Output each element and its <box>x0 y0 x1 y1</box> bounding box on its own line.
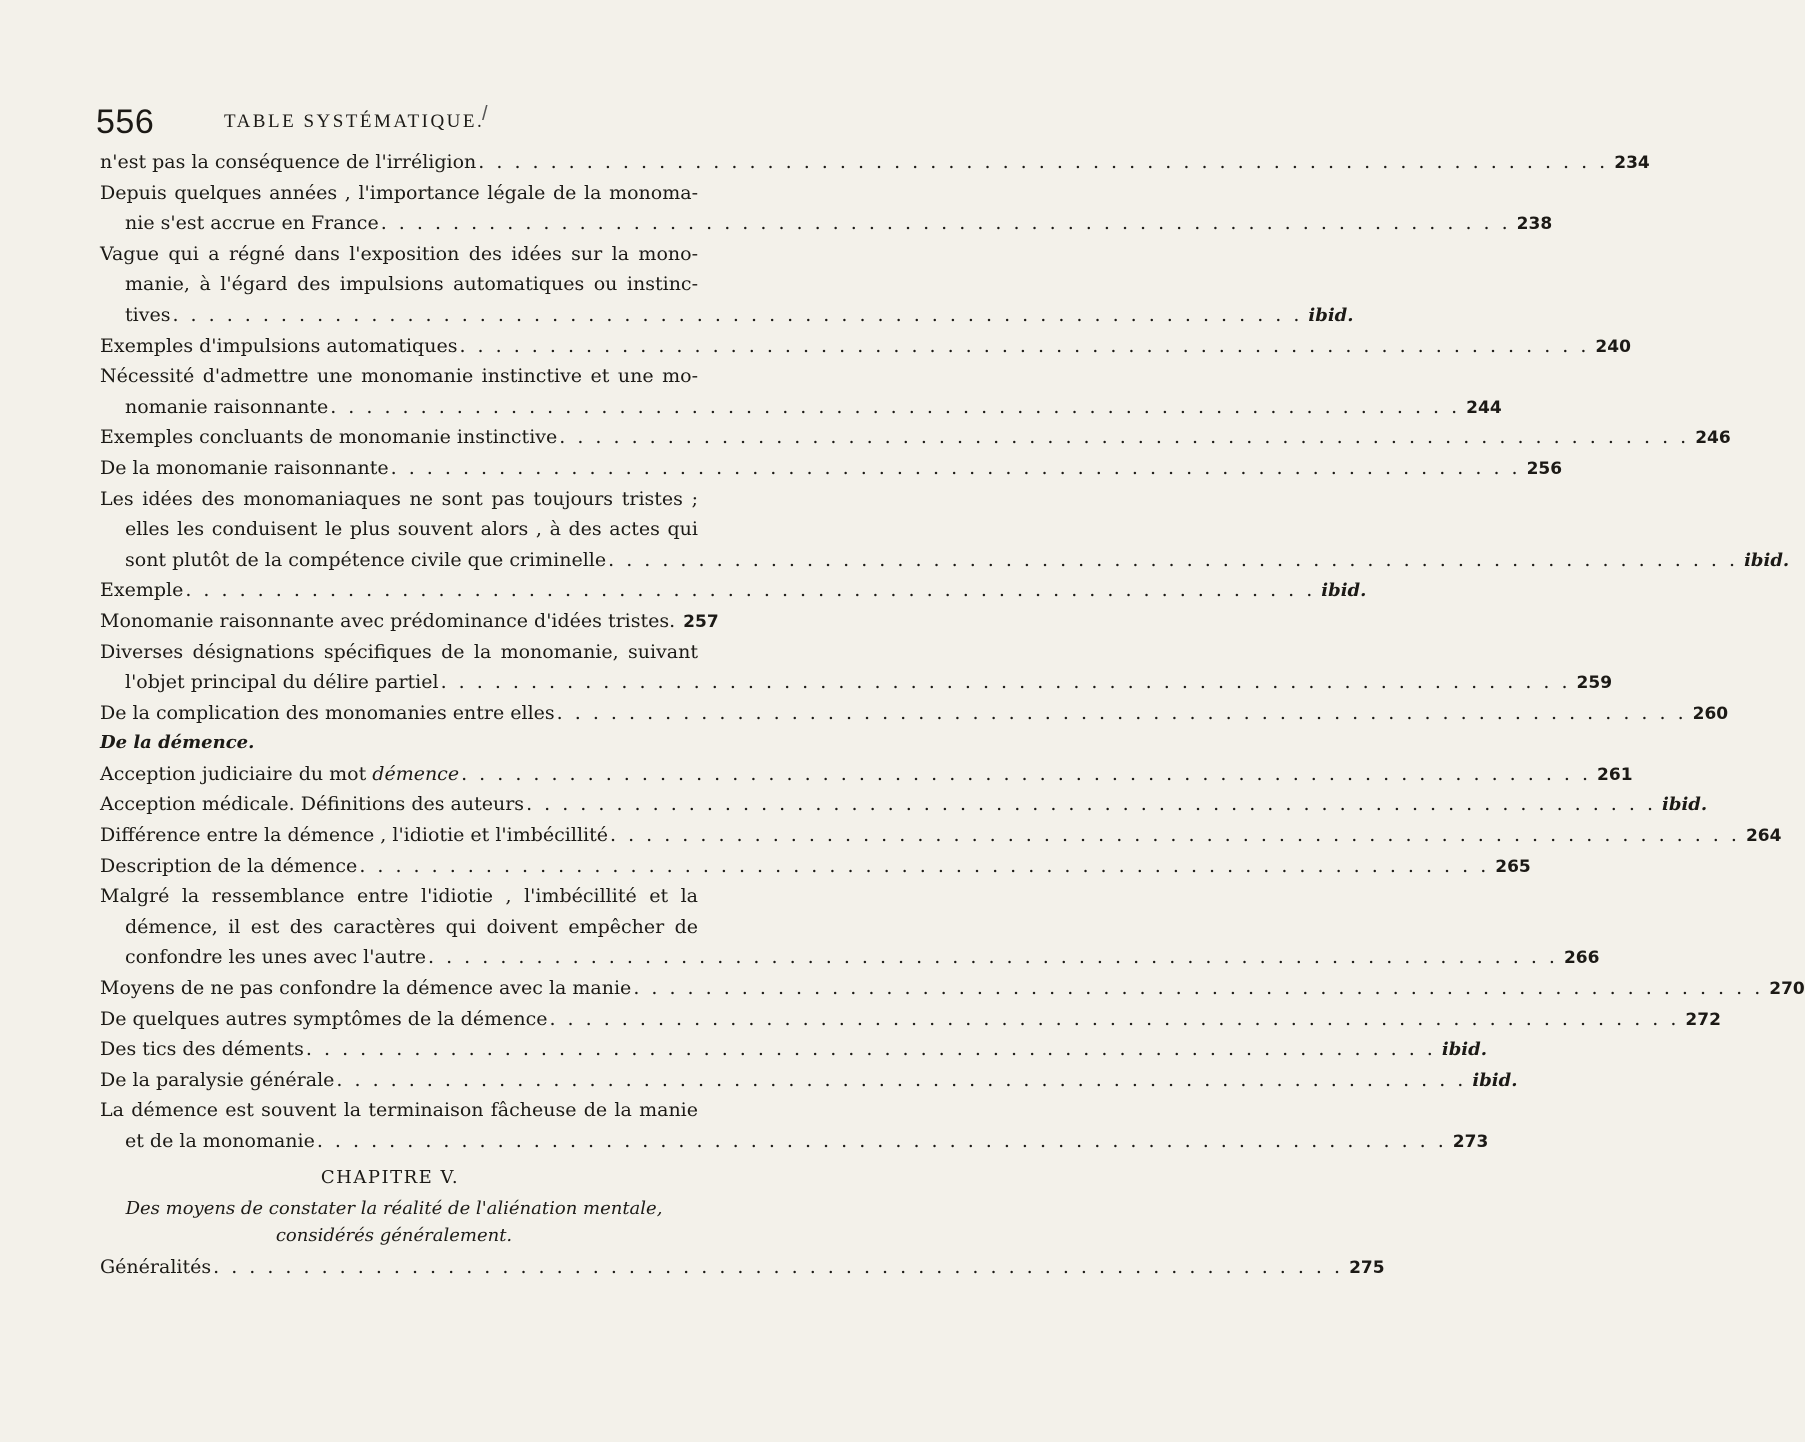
entry-page-number: 240 <box>1595 336 1631 357</box>
entry-last-line <box>100 575 1367 606</box>
toc-entry <box>100 637 1613 698</box>
entry-text: Généralités <box>100 1255 212 1278</box>
dot-leader <box>183 575 1315 606</box>
entry-last-line <box>100 147 1650 178</box>
entry-last-line <box>100 667 1613 698</box>
toc-entry <box>100 239 1354 331</box>
toc-entry <box>100 484 1790 576</box>
dot-leader <box>334 1065 1466 1096</box>
dot-leader <box>389 453 1521 484</box>
entry-italic-term: démence <box>372 762 460 785</box>
toc-entry <box>100 759 1633 790</box>
dot-leader <box>304 1034 1436 1065</box>
section-heading: De la démence. <box>100 732 255 754</box>
entry-text: De la paralysie générale <box>100 1068 335 1091</box>
entry-page-number: ibid. <box>1744 549 1790 571</box>
dot-leader <box>524 789 1656 820</box>
entry-text: nie s'est accrue en France <box>125 212 379 235</box>
entry-last-line <box>100 1065 1518 1096</box>
entry-page-number: 246 <box>1695 428 1731 449</box>
entry-page-number: 234 <box>1614 153 1650 173</box>
toc-entry <box>100 1004 1721 1035</box>
entry-page-number: ibid. <box>1308 304 1354 326</box>
entry-text: Acception médicale. Définitions des auteurs <box>100 793 525 816</box>
entry-text: Exemples d'impulsions automatiques <box>100 334 458 357</box>
entry-text: De quelques autres symptômes de la démence <box>100 1007 548 1030</box>
toc-entry <box>100 361 1502 422</box>
entry-page-number: 273 <box>1452 1132 1489 1152</box>
entry-text: Monomanie raisonnante avec prédominance d'idées tristes. <box>100 609 676 632</box>
chapter-subtitle <box>100 1195 698 1249</box>
entry-page-number: ibid. <box>1472 1069 1518 1091</box>
dot-leader <box>555 698 1687 729</box>
entry-last-line <box>100 208 1553 239</box>
toc-entry <box>100 575 1367 606</box>
toc-entry <box>100 789 1708 820</box>
entry-text-line: Depuis quelques années , l'importance légale de la monoma- <box>100 181 698 204</box>
entry-page-number: 270 <box>1769 979 1805 1000</box>
dot-leader <box>476 147 1608 178</box>
toc-entry <box>100 1034 1487 1065</box>
stray-mark: / <box>482 103 488 125</box>
entry-last-line <box>100 606 719 637</box>
dot-leader <box>357 851 1489 882</box>
entry-text-line: Nécessité d'admettre une monomanie instinctive et une mo- <box>100 365 698 388</box>
entry-last-line <box>100 820 1782 851</box>
toc-entry <box>100 851 1531 882</box>
toc-entry <box>100 1252 1385 1283</box>
dot-leader <box>606 545 1738 576</box>
entry-last-line <box>100 300 1354 331</box>
entry-last-line <box>100 392 1502 423</box>
entry-text: sont plutôt de la compétence civile que criminelle <box>125 548 607 571</box>
entry-last-line <box>100 759 1633 790</box>
entry-page-number: 259 <box>1576 673 1613 694</box>
dot-leader <box>379 208 1511 239</box>
entry-last-line <box>100 1126 1489 1157</box>
dot-leader <box>328 392 1460 423</box>
entry-page-number: 257 <box>683 611 719 632</box>
entry-last-line <box>100 331 1631 362</box>
entry-text-line: Vague qui a régné dans l'exposition des idées sur la mono- <box>100 242 698 265</box>
dot-leader <box>426 942 1558 973</box>
entry-text: l'objet principal du délire partiel <box>125 671 439 694</box>
entry-text-line: elles les conduisent le plus souvent alors , à des actes qui <box>125 518 698 541</box>
entry-text: n'est pas la conséquence de l'irréligion <box>100 151 477 173</box>
dot-leader <box>170 300 1302 331</box>
entry-text: Moyens de ne pas confondre la démence avec la manie <box>100 977 632 1000</box>
toc-entry <box>100 422 1731 453</box>
dot-leader <box>608 820 1740 851</box>
entry-page-number: 244 <box>1466 397 1502 418</box>
entry-page-number: 261 <box>1597 764 1633 785</box>
dot-leader <box>457 331 1589 362</box>
entry-text: confondre les unes avec l'autre <box>125 946 426 969</box>
toc-entry <box>100 178 1553 239</box>
toc-entry <box>100 698 1729 729</box>
entry-page-number: 256 <box>1526 458 1563 479</box>
page-header <box>96 103 716 143</box>
dot-leader <box>547 1004 1679 1035</box>
entry-last-line <box>100 851 1531 882</box>
toc-entry <box>100 147 1650 178</box>
entry-text: et de la monomanie <box>125 1130 315 1152</box>
entry-last-line <box>100 942 1600 973</box>
dot-leader <box>459 759 1591 790</box>
toc-entry <box>100 1065 1518 1096</box>
entry-text-line: La démence est souvent la terminaison fâcheuse de la manie <box>100 1099 698 1122</box>
entry-text: Description de la démence <box>100 854 358 877</box>
toc-entry <box>100 973 1805 1004</box>
entry-text: Exemples concluants de monomanie instinctive <box>100 426 558 449</box>
entry-text: Différence entre la démence , l'idiotie et l'imbécillité <box>100 824 608 847</box>
entry-page-number: 238 <box>1516 214 1553 235</box>
entry-last-line <box>100 1252 1385 1283</box>
entry-text-line: Malgré la ressemblance entre l'idiotie , l'imbécillité et la <box>100 885 698 908</box>
entry-text-line: Les idées des monomaniaques ne sont pas toujours tristes ; <box>100 487 698 510</box>
page-number: 556 <box>96 103 155 141</box>
entry-last-line <box>100 1034 1487 1065</box>
entry-page-number: ibid. <box>1321 580 1367 602</box>
dot-leader <box>557 422 1689 453</box>
running-head: TABLE SYSTÉMATIQUE. <box>224 111 485 132</box>
entry-last-line <box>100 973 1805 1004</box>
entry-page-number: 265 <box>1495 856 1531 877</box>
toc-entry <box>100 881 1600 973</box>
entry-text-line: démence, il est des caractères qui doivent empêcher de <box>125 915 698 938</box>
chapter-subtitle-line: considérés généralement. <box>275 1224 513 1246</box>
toc-entry <box>100 820 1782 851</box>
dot-leader <box>439 667 1571 698</box>
toc-entry <box>100 453 1563 484</box>
table-of-contents <box>100 147 1805 1282</box>
entry-last-line <box>100 698 1729 729</box>
entry-text: De la complication des monomanies entre elles <box>100 701 555 724</box>
chapter-subtitle-line: Des moyens de constater la réalité de l'aliénation mentale, <box>125 1197 663 1219</box>
entry-text: tives <box>125 303 171 326</box>
toc-entry <box>100 1095 1489 1156</box>
entry-text: Exemple <box>100 579 184 602</box>
entry-last-line <box>100 789 1708 820</box>
entry-page-number: 264 <box>1745 826 1782 847</box>
entry-last-line <box>100 545 1790 576</box>
entry-page-number: 266 <box>1563 948 1600 969</box>
chapter-title: CHAPITRE V. <box>320 1166 460 1188</box>
entry-text: nomanie raisonnante <box>125 395 329 418</box>
toc-entry <box>100 606 719 637</box>
dot-leader <box>315 1126 1447 1157</box>
entry-last-line <box>100 453 1563 484</box>
entry-page-number: 260 <box>1692 703 1729 724</box>
entry-text: De la monomanie raisonnante <box>100 456 389 479</box>
entry-text: Des tics des déments <box>100 1038 304 1061</box>
entry-page-number: ibid. <box>1441 1039 1487 1061</box>
dot-leader <box>211 1252 1343 1283</box>
toc-entry <box>100 331 1631 362</box>
entry-page-number: ibid. <box>1662 794 1708 816</box>
entry-last-line <box>100 1004 1721 1035</box>
dot-leader <box>631 973 1763 1004</box>
entry-last-line <box>100 422 1731 453</box>
entry-text: Acception judiciaire du mot démence <box>100 762 460 785</box>
entry-page-number: 272 <box>1685 1009 1721 1030</box>
entry-text-line: Diverses désignations spécifiques de la monomanie, suivant <box>100 640 698 663</box>
entry-page-number: 275 <box>1349 1257 1385 1278</box>
entry-text-line: manie, à l'égard des impulsions automatiques ou instinc- <box>125 273 698 296</box>
